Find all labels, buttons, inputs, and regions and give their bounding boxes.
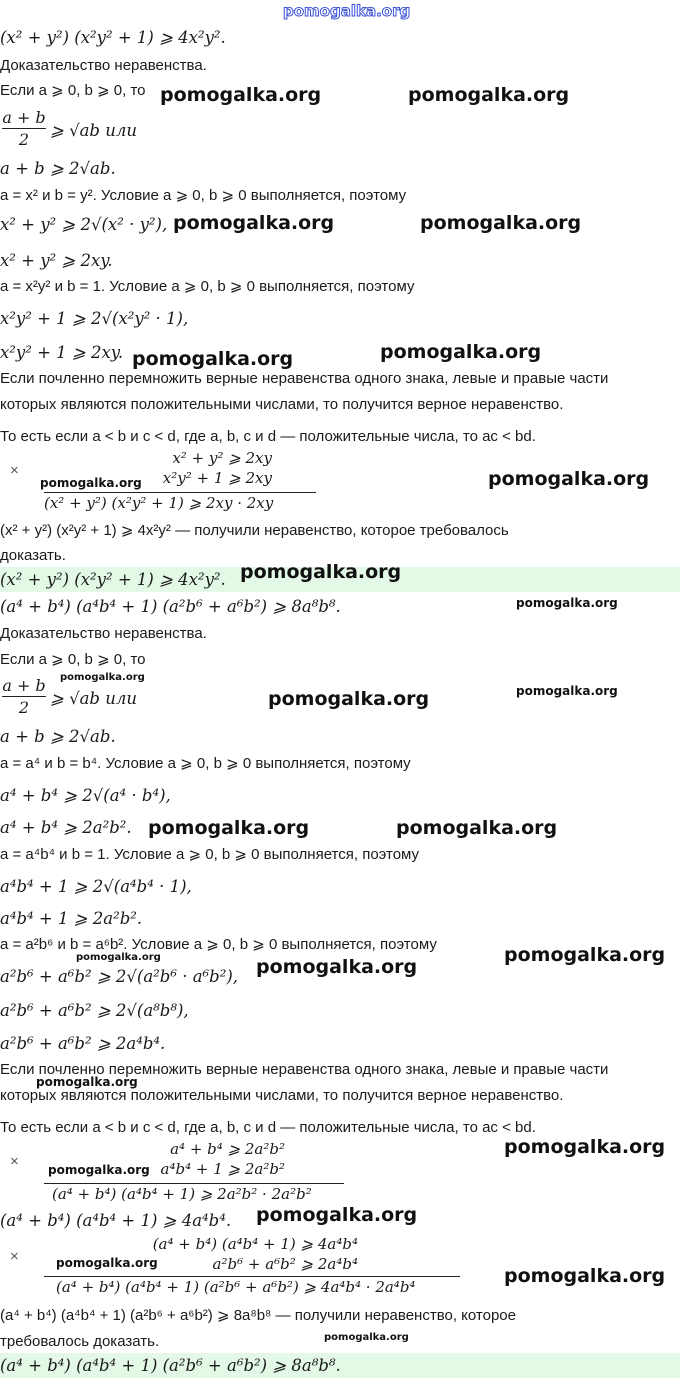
watermark: pomogalka.org	[256, 956, 418, 978]
watermark: pomogalka.org	[48, 1163, 150, 1177]
watermark: pomogalka.org	[256, 1204, 418, 1226]
multiply-sign-2: ×	[10, 1153, 19, 1170]
watermark: pomogalka.org	[240, 561, 402, 583]
amgm-tail-1: ⩾ √ab или	[50, 121, 137, 140]
conclusion-1b: доказать.	[0, 547, 66, 564]
multiply-sign-3: ×	[10, 1248, 19, 1265]
proof-title-2: Доказательство неравенства.	[0, 625, 207, 642]
rule-text-2a: Если почленно перемножить верные неравенства одного знака, левые и правые части	[0, 1061, 609, 1078]
rule-text-1a: Если почленно перемножить верные неравенства одного знака, левые и правые части	[0, 370, 609, 387]
intermediate-result: (a⁴ + b⁴) (a⁴b⁴ + 1) ⩾ 4a⁴b⁴.	[0, 1211, 232, 1230]
amgm-fraction-2	[2, 676, 46, 717]
multiply-result-1: (x² + y²) (x²y² + 1) ⩾ 2xy · 2xy	[44, 494, 274, 512]
substitution-2b: a = a⁴b⁴ и b = 1. Условие a ⩾ 0, b ⩾ 0 выполняется, поэтому	[0, 846, 420, 863]
watermark: pomogalka.org	[504, 1136, 666, 1158]
amgm2-1: a + b ⩾ 2√ab.	[0, 159, 116, 178]
rule-text-2b: которых являются положительными числами, то получится верное неравенство.	[0, 1087, 564, 1104]
answer-1: (x² + y²) (x²y² + 1) ⩾ 4x²y².	[0, 570, 226, 589]
result-4a: a⁴b⁴ + 1 ⩾ 2√(a⁴b⁴ · 1),	[0, 877, 192, 896]
watermark: pomogalka.org	[516, 684, 618, 698]
watermark: pomogalka.org	[268, 688, 430, 710]
multiply-result-3: (a⁴ + b⁴) (a⁴b⁴ + 1) (a²b⁶ + a⁶b²) ⩾ 4a⁴b⁴ · 2a⁴b⁴	[56, 1278, 416, 1296]
watermark: pomogalka.org	[516, 596, 618, 610]
watermark: pomogalka.org	[60, 672, 145, 683]
substitution-1a: a = x² и b = y². Условие a ⩾ 0, b ⩾ 0 выполняется, поэтому	[0, 187, 407, 204]
that-is-2: То есть если a < b и c < d, где a, b, c и d — положительные числа, то ac < bd.	[0, 1119, 536, 1136]
multiply-row: x²y² + 1 ⩾ 2xy	[162, 469, 272, 487]
if-line-2: Если a ⩾ 0, b ⩾ 0, то	[0, 651, 146, 668]
conclusion-2a: (a⁴ + b⁴) (a⁴b⁴ + 1) (a²b⁶ + a⁶b²) ⩾ 8a⁸b⁸ — получили неравенство, которое	[0, 1307, 516, 1324]
multiply-result-2: (a⁴ + b⁴) (a⁴b⁴ + 1) ⩾ 2a²b² · 2a²b²	[52, 1185, 312, 1203]
substitution-1b: a = x²y² и b = 1. Условие a ⩾ 0, b ⩾ 0 выполняется, поэтому	[0, 278, 415, 295]
watermark: pomogalka.org	[40, 476, 142, 490]
if-line-1: Если a ⩾ 0, b ⩾ 0, то	[0, 82, 146, 99]
answer-2: (a⁴ + b⁴) (a⁴b⁴ + 1) (a²b⁶ + a⁶b²) ⩾ 8a⁸b⁸.	[0, 1356, 341, 1375]
proof-title-1: Доказательство неравенства.	[0, 57, 207, 74]
multiply-row: (a⁴ + b⁴) (a⁴b⁴ + 1) ⩾ 4a⁴b⁴	[152, 1235, 358, 1253]
multiply-row: a⁴b⁴ + 1 ⩾ 2a²b²	[160, 1160, 285, 1178]
multiply-block-3	[153, 1234, 358, 1274]
multiply-block-2	[161, 1139, 285, 1179]
result-3b: a⁴ + b⁴ ⩾ 2a²b².	[0, 818, 132, 837]
multiply-row: a⁴ + b⁴ ⩾ 2a²b²	[170, 1140, 285, 1158]
watermark: pomogalka.org	[148, 817, 310, 839]
result-5b: a²b⁶ + a⁶b² ⩾ 2√(a⁸b⁸),	[0, 1001, 189, 1020]
watermark: pomogalka.org	[504, 944, 666, 966]
fraction-bar	[2, 696, 46, 697]
watermark: pomogalka.org	[56, 1256, 158, 1270]
watermark: pomogalka.org	[132, 348, 294, 370]
fraction-denominator: 2	[18, 698, 30, 717]
multiply-block-1	[163, 448, 272, 488]
watermark: pomogalka.org	[504, 1265, 666, 1287]
substitution-2a: a = a⁴ и b = b⁴. Условие a ⩾ 0, b ⩾ 0 выполняется, поэтому	[0, 755, 411, 772]
watermark: pomogalka.org	[173, 212, 335, 234]
conclusion-2b: требовалось доказать.	[0, 1333, 160, 1350]
result-1a: x² + y² ⩾ 2√(x² · y²),	[0, 215, 168, 234]
multiply-sign-1: ×	[10, 462, 19, 479]
fraction-bar	[2, 128, 46, 129]
rule-text-1b: которых являются положительными числами, то получится верное неравенство.	[0, 396, 564, 413]
watermark: pomogalka.org	[408, 84, 570, 106]
amgm2-2: a + b ⩾ 2√ab.	[0, 727, 116, 746]
watermark: pomogalka.org	[324, 1332, 409, 1343]
watermark: pomogalka.org	[488, 468, 650, 490]
watermark: pomogalka.org	[76, 952, 161, 963]
statement-2: (a⁴ + b⁴) (a⁴b⁴ + 1) (a²b⁶ + a⁶b²) ⩾ 8a⁸b⁸.	[0, 597, 341, 616]
watermark: pomogalka.org	[36, 1075, 138, 1089]
statement-1: (x² + y²) (x²y² + 1) ⩾ 4x²y².	[0, 28, 226, 47]
conclusion-1a: (x² + y²) (x²y² + 1) ⩾ 4x²y² — получили неравенство, которое требовалось	[0, 522, 509, 539]
multiply-row: x² + y² ⩾ 2xy	[172, 449, 272, 467]
multiply-row: a²b⁶ + a⁶b² ⩾ 2a⁴b⁴	[212, 1255, 358, 1273]
watermark: pomogalka.org	[160, 84, 322, 106]
result-2b: x²y² + 1 ⩾ 2xy.	[0, 343, 124, 362]
amgm-fraction-1	[2, 108, 46, 149]
result-5a: a²b⁶ + a⁶b² ⩾ 2√(a²b⁶ · a⁶b²),	[0, 967, 239, 986]
that-is-1: То есть если a < b и c < d, где a, b, c и d — положительные числа, то ac < bd.	[0, 428, 536, 445]
fraction-denominator: 2	[18, 130, 30, 149]
watermark: pomogalka.org	[420, 212, 582, 234]
site-watermark-top: pomogalka.org	[283, 2, 411, 20]
fraction-numerator: a + b	[2, 108, 46, 127]
watermark: pomogalka.org	[396, 817, 558, 839]
result-5c: a²b⁶ + a⁶b² ⩾ 2a⁴b⁴.	[0, 1034, 166, 1053]
result-4b: a⁴b⁴ + 1 ⩾ 2a²b².	[0, 909, 143, 928]
substitution-2c: a = a²b⁶ и b = a⁶b². Условие a ⩾ 0, b ⩾ 0 выполняется, поэтому	[0, 936, 437, 953]
result-2a: x²y² + 1 ⩾ 2√(x²y² · 1),	[0, 309, 189, 328]
watermark: pomogalka.org	[380, 341, 542, 363]
result-3a: a⁴ + b⁴ ⩾ 2√(a⁴ · b⁴),	[0, 786, 171, 805]
amgm-tail-2: ⩾ √ab или	[50, 689, 137, 708]
fraction-numerator: a + b	[2, 676, 46, 695]
result-1b: x² + y² ⩾ 2xy.	[0, 251, 113, 270]
